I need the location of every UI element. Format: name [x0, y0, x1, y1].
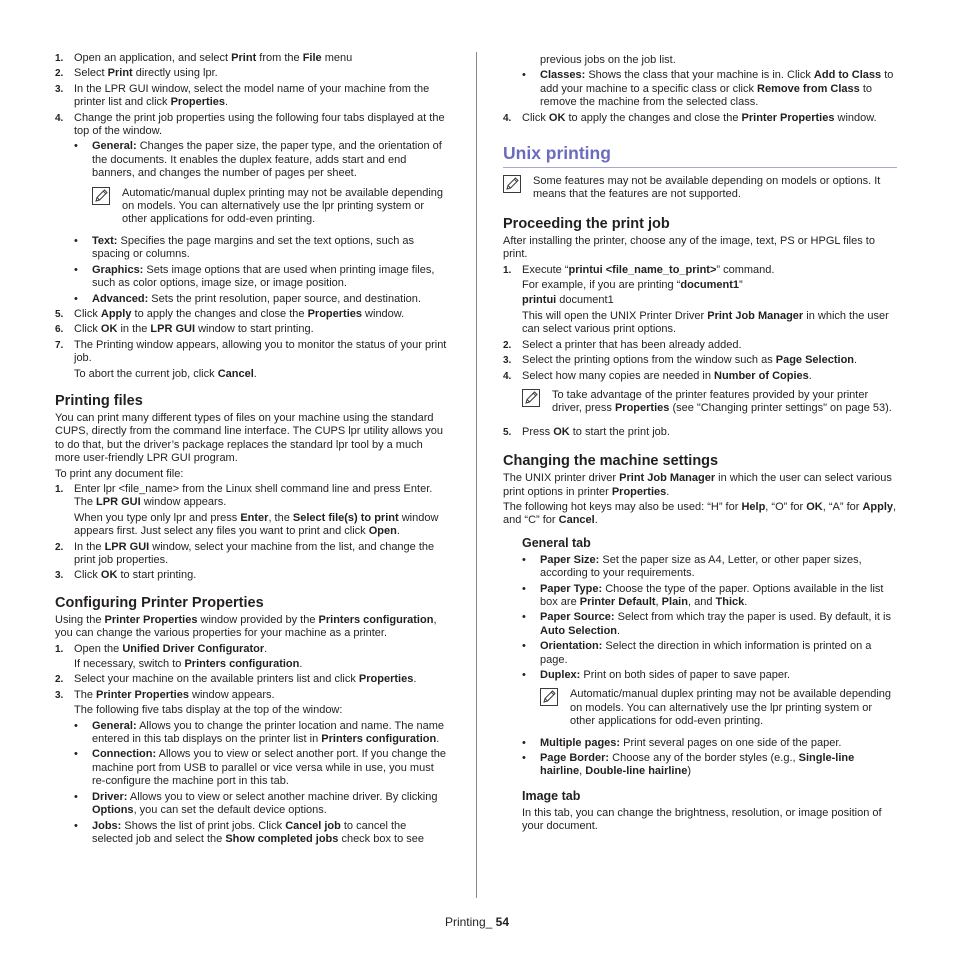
bullet-orientation: • Orientation: Select the direction in which information is printed on a page. — [522, 640, 872, 666]
image-tab-text: In this tab, you can change the brightness, resolution, or image position of your document. — [522, 806, 882, 833]
heading-image-tab: Image tab — [522, 788, 581, 803]
bullet-page-border: • Page Border: Choose any of the border styles (e.g., Single-line hairline, Double-line hairline) — [522, 752, 855, 778]
bullet-duplex: • Duplex: Print on both sides of paper to save paper. — [522, 669, 791, 681]
note-pencil-icon — [503, 175, 521, 193]
file-step-1-cont: When you type only lpr and press Enter, the Select file(s) to print window appears first. Just select any files you want to print and click Open. — [74, 511, 439, 538]
files-intro: You can print many different types of files on your machine using the standard CUPS, directly from the command line interface. The CUPS lpr utility allows you to do that, but the driver’s package replaces the standard lpr tool by a much more user-friendly LPR GUI program. — [55, 411, 443, 465]
bullet-graphics: • Graphics: Sets image options that are used when printing image files, such as color options, image size, or image position. — [74, 263, 435, 290]
note-properties: To take advantage of the printer features provided by your printer driver, press Properties (see "Changing printer settings" on page 53). — [522, 389, 897, 416]
right-column — [503, 52, 897, 836]
unix-step-1-example: For example, if you are printing “document1” — [522, 279, 743, 292]
heading-printing-files: Printing files — [55, 392, 143, 409]
step-3: 3. In the LPR GUI window, select the model name of your machine from the printer list and click Properties. — [55, 82, 430, 109]
note-pencil-icon — [522, 389, 540, 407]
bullet-cfg-connection: • Connection: Allows you to view or select another port. If you change the machine port from USB to parallel or vice versa while in use, you must re-configure the machine port in this tab. — [74, 748, 447, 788]
config-step-4: 4. Click OK to apply the changes and close the Printer Properties window. — [503, 111, 877, 124]
heading-changing-settings: Changing the machine settings — [503, 453, 719, 470]
note-pencil-icon — [540, 688, 558, 706]
note-pencil-icon — [92, 187, 110, 205]
config-step-1: 1. Open the Unified Driver Configurator. — [55, 642, 268, 655]
note-unix: Some features may not be available depending on models or options. It means that the features are not supported. — [503, 175, 897, 202]
proceed-intro: After installing the printer, choose any of the image, text, PS or HPGL files to print. — [503, 234, 875, 261]
config-step-3-cont: The following five tabs display at the top of the window: — [74, 704, 343, 717]
bullet-cfg-classes: • Classes: Shows the class that your machine is in. Click Add to Class to add your machine to a specific class or click Remove from Class to remove the machine from the selected class. — [522, 69, 894, 109]
bullet-paper-type: • Paper Type: Choose the type of the paper. Options available in the list box are Printer Default, Plain, and Thick. — [522, 582, 884, 608]
step-1: 1. Open an application, and select Print from the File menu — [55, 52, 353, 64]
change-intro: The UNIX printer driver Print Job Manager in which the user can select various print options in printer Properties. — [503, 472, 892, 498]
bullet-advanced: • Advanced: Sets the print resolution, paper source, and destination. — [74, 292, 421, 305]
column-divider — [476, 52, 477, 898]
step-7-cont: To abort the current job, click Cancel. — [74, 367, 257, 380]
heading-rule — [503, 167, 897, 168]
unix-step-1-command: printui document1 — [522, 294, 614, 307]
bullet-cfg-jobs: • Jobs: Shows the list of print jobs. Click Cancel job to cancel the selected job and select the Show completed jobs check box to see — [74, 819, 424, 845]
step-5: 5. Click Apply to apply the changes and close the Properties window. — [55, 307, 405, 320]
config-step-2: 2. Select your machine on the available printers list and click Properties. — [55, 673, 417, 686]
page-footer — [0, 915, 954, 929]
note-duplex-2: Automatic/manual duplex printing may not be available depending on models. You can alternatively use the lpr printing system or other applications for odd-even printing. — [540, 688, 897, 728]
heading-configuring: Configuring Printer Properties — [55, 594, 264, 611]
step-7: 7. The Printing window appears, allowing you to monitor the status of your print job. — [55, 338, 447, 365]
footer-label: Printing_ — [444, 915, 496, 929]
bullet-paper-size: • Paper Size: Set the paper size as A4, Letter, or other paper sizes, according to your requirements. — [522, 553, 862, 580]
bullet-cfg-driver: • Driver: Allows you to view or select another machine driver. By clicking Options, you can set the default device options. — [74, 790, 438, 817]
step-2: 2. Select Print directly using lpr. — [55, 67, 218, 80]
jobs-cont: previous jobs on the job list. — [540, 54, 676, 66]
unix-step-2: 2. Select a printer that has been already added. — [503, 338, 742, 351]
bullet-paper-source: • Paper Source: Select from which tray the paper is used. By default, it is Auto Selection. — [522, 611, 891, 637]
unix-step-1-cont: This will open the UNIX Printer Driver Print Job Manager in which the user can select various print options. — [522, 309, 889, 336]
file-step-1: 1. Enter lpr <file_name> from the Linux shell command line and press Enter. The LPR GUI window appears. — [55, 482, 433, 509]
step-4: 4. Change the print job properties using the following four tabs displayed at the top of the window. — [55, 111, 445, 138]
bullet-general: • General: Changes the paper size, the paper type, and the orientation of the documents. It enables the duplex feature, adds start and end banners, and changes the number of pages per sheet. — [74, 140, 442, 180]
config-intro: Using the Printer Properties window provided by the Printers configuration, you can change the various properties for your machine as a printer. — [55, 613, 437, 640]
unix-step-4: 4. Select how many copies are needed in Number of Copies. — [503, 369, 812, 382]
files-intro-2: To print any document file: — [55, 467, 184, 480]
config-step-1-cont: If necessary, switch to Printers configuration. — [74, 658, 303, 671]
heading-unix-printing: Unix printing — [503, 143, 611, 164]
left-column — [55, 50, 447, 848]
bullet-text: • Text: Specifies the page margins and set the text options, such as spacing or columns. — [74, 234, 415, 261]
page-number: 54 — [495, 915, 510, 929]
file-step-3: 3. Click OK to start printing. — [55, 569, 197, 582]
hot-keys: The following hot keys may also be used: “H” for Help, “O” for OK, “A” for Apply, and “C” for Cancel. — [503, 500, 897, 527]
bullet-cfg-general: • General: Allows you to change the printer location and name. The name entered in this tab displays on the printer list in Printers configuration. — [74, 719, 445, 746]
file-step-2: 2. In the LPR GUI window, select your machine from the list, and change the print job properties. — [55, 540, 435, 566]
unix-step-3: 3. Select the printing options from the window such as Page Selection. — [503, 354, 858, 367]
heading-general-tab: General tab — [522, 535, 591, 550]
heading-proceeding: Proceeding the print job — [503, 215, 670, 232]
config-step-3: 3. The Printer Properties window appears. — [55, 688, 275, 701]
unix-step-5: 5. Press OK to start the print job. — [503, 425, 670, 438]
unix-step-1: 1. Execute “printui <file_name_to_print>” command. — [503, 263, 775, 276]
note-duplex: Automatic/manual duplex printing may not be available depending on models. You can alternatively use the lpr printing system or other applications for odd-even printing. — [92, 187, 447, 227]
step-6: 6. Click OK in the LPR GUI window to start printing. — [55, 323, 314, 336]
bullet-multiple-pages: • Multiple pages: Print several pages on one side of the paper. — [522, 736, 842, 749]
